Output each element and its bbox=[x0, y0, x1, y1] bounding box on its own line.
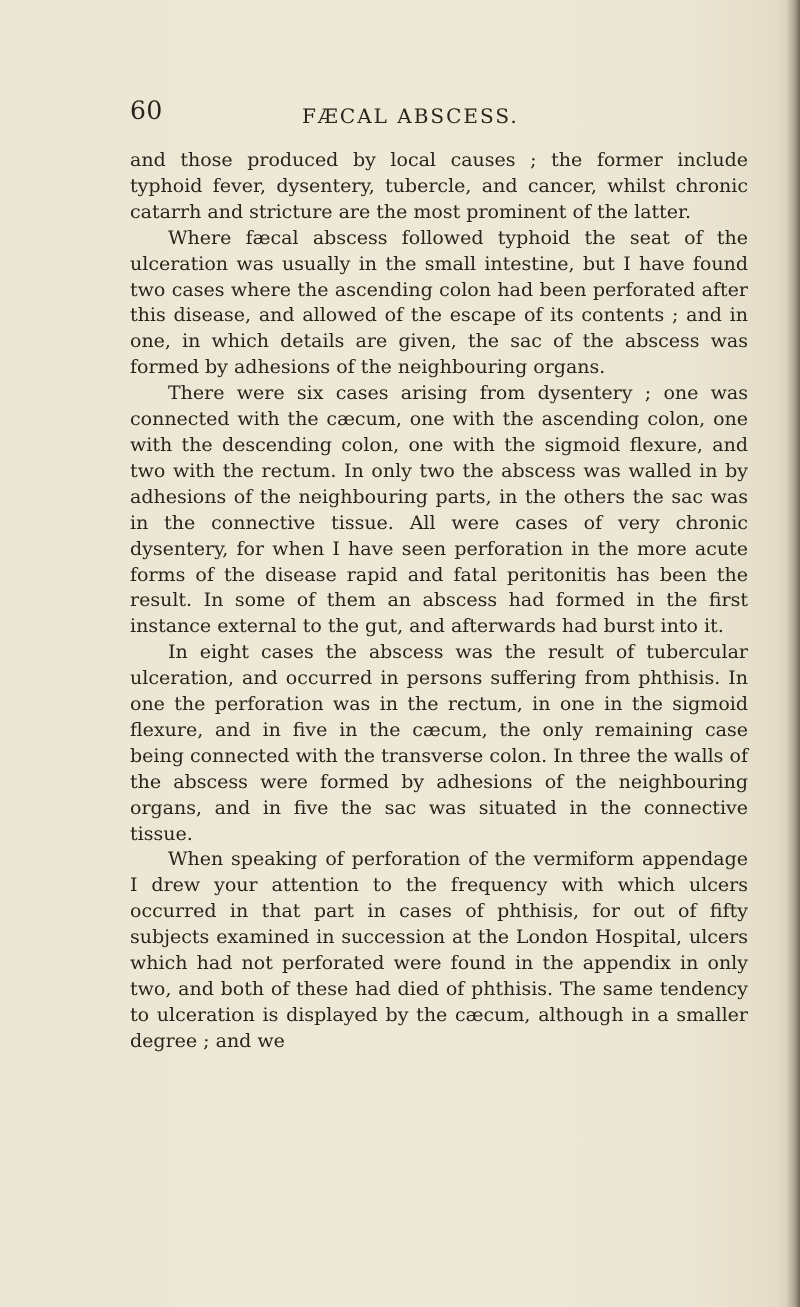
paragraph: and those produced by local causes ; the former include typhoid fever, dysentery, tubercle, and cancer, whilst chronic catarrh and stricture are the most prominent of the latter. bbox=[130, 149, 748, 223]
paragraph: In eight cases the abscess was the result of tubercular ulceration, and occurred in persons suffering from phthisis. In one the perforation was in the rectum, in one in the sigmoid flexure, and in five in the cæcum, the only remaining case being connected with the transverse colon. In three the walls of the abscess were formed by adhesions of the neighbouring organs, and in five the sac was situated in the connective tissue. bbox=[130, 641, 748, 845]
paragraph: There were six cases arising from dysentery ; one was connected with the cæcum, one with the ascending colon, one with the descending colon, one with the sigmoid flexure, and two with the rectum. In only two the abscess was walled in by adhesions of the neighbouring parts, in the others the sac was in the connective tissue. All were cases of very chronic dysentery, for when I have seen perforation in the more acute forms of the disease rapid and fatal peritonitis has been the result. In some of them an abscess had formed in the first instance external to the gut, and afterwards had burst into it. bbox=[130, 382, 748, 638]
paragraph: When speaking of perforation of the vermiform appendage I drew your attention to the frequency with which ulcers occurred in that part in cases of phthisis, for out of fifty subjects examined in succession at the London Hospital, ulcers which had not perforated were found in the appendix in only two, and both of these had died of phthisis. The same tendency to ulceration is displayed by the cæcum, although in a smaller degree ; and we bbox=[130, 848, 748, 1052]
page-header bbox=[0, 96, 800, 136]
page-number: 60 bbox=[130, 96, 163, 125]
paragraph: Where fæcal abscess followed typhoid the seat of the ulceration was usually in the small intestine, but I have found two cases where the ascending colon had been perforated after this disease, and allowed of the escape of its contents ; and in one, in which details are given, the sac of the abscess was formed by adhesions of the neighbouring organs. bbox=[130, 226, 748, 379]
page-edge-shadow bbox=[786, 0, 800, 1307]
running-head: FÆCAL ABSCESS. bbox=[302, 104, 519, 128]
body-text bbox=[130, 148, 748, 1055]
